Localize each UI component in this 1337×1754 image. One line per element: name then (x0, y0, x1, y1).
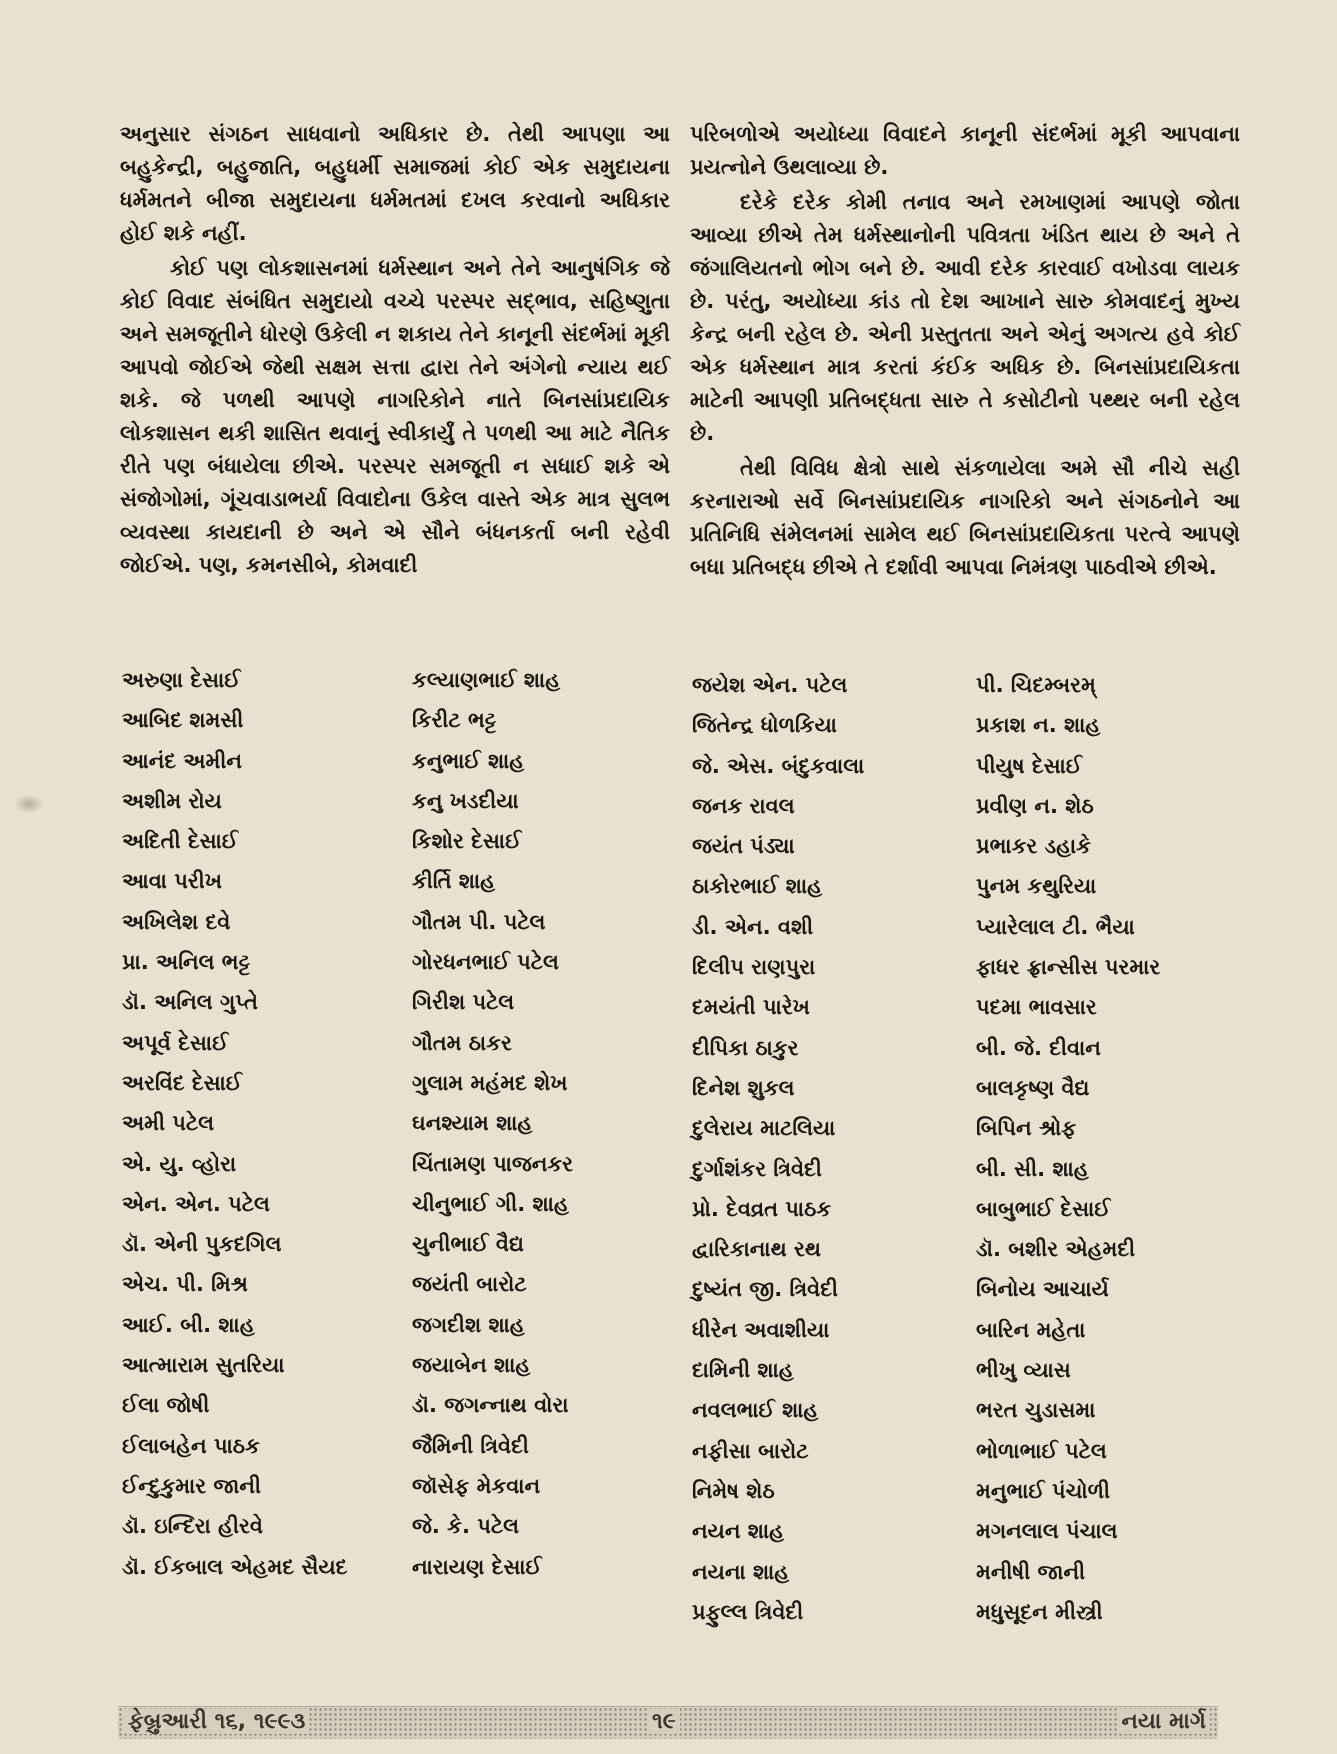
article-right-column (690, 118, 1240, 584)
signatory-name: દુર્ગાશંકર ત્રિવેદી (692, 1156, 822, 1181)
signatory-name: જે. એસ. બંદુકવાલા (692, 753, 865, 778)
signatory-name: જયંતી બારોટ (412, 1272, 527, 1297)
signatory-name: બાબુભાઈ દેસાઈ (976, 1196, 1111, 1221)
signatory-name: પ્રફુલ્લ ત્રિવેદી (692, 1599, 804, 1624)
signatory-name: પુનમ કથુરિયા (976, 874, 1097, 899)
signatory-name: ડૉ. બશીર એહમદી (976, 1237, 1136, 1262)
article-paragraph: પરિબળોએ અયોધ્યા વિવાદને કાનૂની સંદર્ભમાં મૂકી આપવાના પ્રયત્નોને ઉથલાવ્યા છે. (690, 122, 1240, 179)
signatory-name: દમયંતી પારેખ (692, 995, 810, 1020)
signatory-name: દ્વારિકાનાથ રથ (692, 1237, 821, 1262)
signatory-name: ધીરેન અવાશીયા (692, 1317, 830, 1342)
signatory-name: કિશોર દેસાઈ (412, 829, 522, 854)
signatory-name: અમી પટેલ (122, 1111, 215, 1136)
signatory-name: આત્મારામ સુતરિયા (122, 1353, 285, 1378)
signatory-name: અખિલેશ દવે (122, 909, 231, 934)
signatory-name: પીયુષ દેસાઈ (976, 753, 1082, 778)
signatory-name: દુષ્યંત જી. ત્રિવેદી (692, 1277, 838, 1302)
signatory-list-col2 (412, 660, 692, 1587)
signatory-name: દામિની શાહ (692, 1358, 794, 1383)
signatory-name: આબિદ શમસી (122, 708, 244, 733)
signatory-name: અરુણા દેસાઈ (122, 668, 241, 692)
signatory-name: ચુનીભાઈ વૈદ્ય (412, 1232, 524, 1257)
signatory-name: ઈલા જોષી (122, 1393, 210, 1418)
signatory-name: જયાબેન શાહ (412, 1353, 531, 1378)
signatory-name: આનંદ અમીન (122, 748, 243, 773)
signatory-name: દિનેશ શુકલ (692, 1075, 795, 1100)
signatory-name: જયંત પંડ્યા (692, 834, 795, 859)
signatory-name: બી. જે. દીવાન (976, 1035, 1101, 1060)
signatory-name: જનક રાવલ (692, 793, 795, 818)
signatory-name: દુલેરાય માટલિયા (692, 1116, 836, 1141)
article-paragraph: તેથી વિવિધ ક્ષેત્રો સાથે સંકળાયેલા અમે સૌ નીચે સહી કરનારાઓ સર્વે બિનસાંપ્રદાયિક નાગરિકો અને સંગઠનોને આ પ્રતિનિધિ સંમેલનમાં સામેલ થઈ બિનસાંપ્રદાયિકતા પરત્વે આપણે બધા પ્રતિબદ્ધ છીએ તે દર્શાવી આપવા નિમંત્રણ પાઠવીએ છીએ. (690, 456, 1240, 579)
signatory-name: પ્રકાશ ન. શાહ (976, 713, 1101, 738)
signatory-name: અરવિંદ દેસાઈ (122, 1070, 242, 1095)
signatory-name: જગદીશ શાહ (412, 1312, 525, 1337)
signatory-name: કનુભાઈ શાહ (412, 748, 525, 773)
signatory-name: પ્રભાકર ડહાકે (976, 834, 1091, 859)
signatory-list-col3 (692, 665, 972, 1632)
signatory-name: ગૌતમ ઠાકર (412, 1030, 512, 1055)
signatory-name: આવા પરીખ (122, 869, 223, 894)
signatory-name: ડી. એન. વશી (692, 914, 814, 939)
signatory-name: પ્રા. અનિલ ભટ્ટ (122, 950, 250, 975)
signatory-name: પદમા ભાવસાર (976, 995, 1097, 1020)
signatory-name: નારાયણ દેસાઈ (412, 1554, 542, 1579)
signatory-name: ગૌતમ પી. પટેલ (412, 909, 546, 934)
signatory-name: ભરત ચુડાસમા (976, 1398, 1096, 1423)
signatory-name: ગોરધનભાઈ પટેલ (412, 950, 559, 975)
signatory-name: નવલભાઈ શાહ (692, 1398, 819, 1423)
signatory-name: બાલકૃષ્ણ વૈદ્ય (976, 1075, 1090, 1100)
signatory-name: જિતેન્દ્ર ધોળકિયા (692, 713, 837, 738)
signatory-name: પ્રવીણ ન. શેઠ (976, 793, 1094, 818)
signatory-name: મનુભાઈ પંચોળી (976, 1478, 1111, 1503)
signatory-name: ફાધર ફ્રાન્સીસ પરમાર (976, 955, 1161, 980)
signatory-name: નયન શાહ (692, 1519, 785, 1544)
signatory-name: કલ્યાણભાઈ શાહ (412, 668, 561, 692)
signatory-name: જે. કે. પટેલ (412, 1514, 519, 1539)
signatory-name: જૈમિની ત્રિવેદી (412, 1433, 529, 1458)
signatory-name: પી. ચિદમ્બરમ્ (976, 673, 1096, 697)
article-paragraph: અનુસાર સંગઠન સાધવાનો અધિકાર છે. તેથી આપણા આ બહુકેન્દ્રી, બહુજાતિ, બહુધર્મી સમાજમાં કોઈ એક સમુદાયના ધર્મમતને બીજા સમુદાયના ધર્મમતમાં દખલ કરવાનો અધિકાર હોઈ શકે નહીં. (120, 122, 670, 245)
signatory-name: ભીખુ વ્યાસ (976, 1358, 1071, 1383)
signatory-name: ડૉ. એની પુકદગિલ (122, 1232, 282, 1257)
signatory-name: ઘનશ્યામ શાહ (412, 1111, 533, 1136)
signatory-name: અશીમ રોય (122, 788, 222, 813)
signatory-list-col1 (122, 660, 402, 1587)
signatory-name: એન. એન. પટેલ (122, 1191, 270, 1216)
signatory-name: ઈલાબહેન પાઠક (122, 1433, 260, 1458)
signatory-name: અપૂર્વ દેસાઈ (122, 1030, 229, 1055)
article-paragraph: કોઈ પણ લોકશાસનમાં ધર્મસ્થાન અને તેને આનુષંગિક જે કોઈ વિવાદ સંબંધિત સમુદાયો વચ્ચે પરસ્પર સદ્ભાવ, સહિષ્ણુતા અને સમજૂતીને ધોરણે ઉકેલી ન શકાય તેને કાનૂની સંદર્ભમાં મૂકી આપવો જોઈએ જેથી સક્ષમ સત્તા દ્વારા તેને અંગેનો ન્યાય થઈ શકે. જે પળથી આપણે નાગરિકોને નાતે બિનસાંપ્રદાયિક લોકશાસન થકી શાસિત થવાનું સ્વીકાર્યું તે પળથી આ માટે નૈતિક રીતે પણ બંધાયેલા છીએ. પરસ્પર સમજૂતી ન સધાઈ શકે એ સંજોગોમાં, ગૂંચવાડાભર્યા વિવાદોના ઉકેલ વાસ્તે એક માત્ર સુલભ વ્યવસ્થા કાયદાની છે અને એ સૌને બંધનકર્તા બની રહેવી જોઈએ. પણ, કમનસીબે, કોમવાદી (120, 256, 670, 577)
footer-publication-name: નયા માર્ગ (1118, 1709, 1210, 1734)
signatory-name: આઈ. બી. શાહ (122, 1312, 255, 1337)
signatory-name: નફીસા બારોટ (692, 1438, 809, 1463)
signatory-name: કિરીટ ભટ્ટ (412, 708, 497, 733)
signatory-name: જૉસેફ મેકવાન (412, 1473, 541, 1498)
signatory-name: ડૉ. અનિલ ગુપ્તે (122, 990, 258, 1015)
signatory-name: ચિંતામણ પાજનકર (412, 1151, 574, 1176)
signatory-name: જયેશ એન. પટેલ (692, 673, 848, 697)
signatory-name: ભોળાભાઈ પટેલ (976, 1438, 1107, 1463)
signatory-name: એ. યુ. વ્હોરા (122, 1151, 237, 1176)
signatory-name: નિમેષ શેઠ (692, 1478, 775, 1503)
signatory-name: ડૉ. ઇન્દિરા હીરવે (122, 1514, 263, 1539)
signatory-name: ગુલામ મહંમદ શેખ (412, 1070, 568, 1095)
signatory-name: કીર્તિ શાહ (412, 869, 496, 894)
signatory-name: કનુ ખડદીયા (412, 788, 519, 813)
signatory-name: ચીનુભાઈ ગી. શાહ (412, 1191, 569, 1216)
signatory-name: દીપિકા ઠાકુર (692, 1035, 799, 1060)
signatory-name: મનીષી જાની (976, 1559, 1086, 1584)
signatory-name: ડૉ. ઈકબાલ એહમદ સૈયદ (122, 1554, 348, 1579)
signatory-name: ઠાકોરભાઈ શાહ (692, 874, 823, 899)
page-footer (118, 1706, 1218, 1739)
signatory-name: ઈન્દુકુમાર જાની (122, 1473, 262, 1498)
signatory-name: બિનોય આચાર્ય (976, 1277, 1109, 1302)
signatory-name: ગિરીશ પટેલ (412, 990, 515, 1015)
article-left-column (120, 118, 670, 582)
article-paragraph: દરેકે દરેક કોમી તનાવ અને રમખાણમાં આપણે જોતા આવ્યા છીએ તેમ ધર્મસ્થાનોની પવિત્રતા ખંડિત થાય છે અને તે જંગાલિયતનો ભોગ બને છે. આવી દરેક કારવાઈ વખોડવા લાયક છે. પરંતુ, અયોધ્યા કાંડ તો દેશ આખાને સારુ કોમવાદનું મુખ્ય કેન્દ્ર બની રહેલ છે. એની પ્રસ્તુતતા અને એનું અગત્ય હવે કોઈ એક ધર્મસ્થાન માત્ર કરતાં કંઈક અધિક છે. બિનસાંપ્રદાયિકતા માટેની આપણી પ્રતિબદ્ધતા સારુ તે કસોટીનો પથ્થર બની રહેલ છે. (690, 190, 1240, 445)
signatory-name: અદિતી દેસાઈ (122, 829, 238, 854)
page-smudge (14, 794, 44, 814)
signatory-name: પ્રો. દેવવ્રત પાઠક (692, 1196, 832, 1221)
signatory-name: ડૉ. જગન્નાથ વોરા (412, 1393, 569, 1418)
signatory-name: બારિન મહેતા (976, 1317, 1086, 1342)
signatory-name: દિલીપ રાણપુરા (692, 955, 816, 980)
signatory-name: મધુસૂદન મીસ્ત્રી (976, 1599, 1103, 1624)
signatory-name: એચ. પી. મિશ્ર (122, 1272, 248, 1297)
footer-date: ફેબ્રુઆરી ૧૬, ૧૯૯૩ (124, 1709, 309, 1734)
signatory-name: નયના શાહ (692, 1559, 790, 1584)
footer-page-number: ૧૯ (648, 1709, 680, 1734)
signatory-list-col4 (976, 665, 1256, 1632)
signatory-name: પ્યારેલાલ ટી. ભૈયા (976, 914, 1135, 939)
signatory-name: મગનલાલ પંચાલ (976, 1519, 1118, 1544)
signatory-name: બિપિન શ્રોફ (976, 1116, 1077, 1141)
signatory-name: બી. સી. શાહ (976, 1156, 1089, 1181)
